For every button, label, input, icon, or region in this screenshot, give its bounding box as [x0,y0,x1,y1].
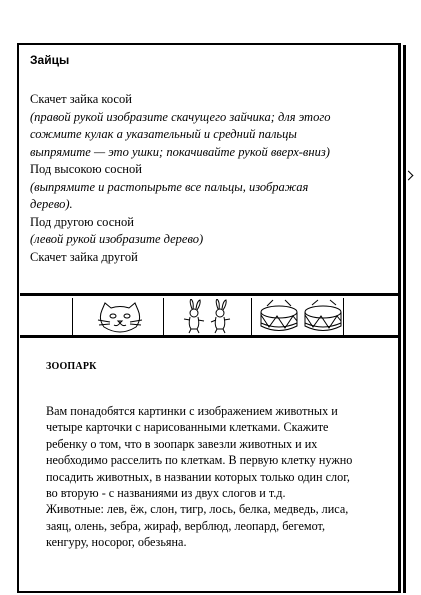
picture-strip [20,298,401,338]
strip-divider [163,298,164,335]
zoopark-line: Животные: лев, ёж, слон, тигр, лось, белка, медведь, лиса, [46,502,349,517]
strip-divider [72,298,73,335]
zaitsy-title: Зайцы [30,53,70,67]
poem-line: Под высокою сосной [30,162,142,176]
zoopark-title: ЗООПАРК [46,361,97,372]
zoopark-line: заяц, олень, зебра, жираф, верблюд, леопард, бегемот, [46,518,325,533]
zoopark-line: посадить животных, в названии которых только один слог, [46,469,350,484]
drum-icon [257,299,301,335]
poem-note: (выпрямите и растопырьте все пальцы, изображая [30,179,309,194]
zaitsy-poem [30,91,390,266]
zoopark-line: ребенку о том, что в зоопарк завезли животных и их [46,436,318,451]
poem-note: сожмите кулак а указательный и средний пальцы [30,127,297,141]
zoopark-text [46,403,398,551]
drum-icon [300,299,346,335]
zoopark-line: четыре карточки с нарисованными клетками. Скажите [46,420,329,435]
zoopark-line: во вторую - с названиями из двух слогов и т.д. [46,486,286,501]
two-bunnies-icon [178,299,238,335]
zoopark-line: кенгуру, носорог, обезьяна. [46,535,187,550]
poem-note: (правой рукой изобразите скачущего зайчика; для этого [30,109,331,124]
poem-line: Под другою сосной [30,214,134,229]
poem-note: выпрямите — это ушки; покачивайте рукой вверх-вниз) [30,144,330,159]
poem-line: Скачет зайка косой [30,92,132,106]
zoopark-card [20,341,401,591]
poem-note: дерево). [30,197,73,211]
strip-divider [251,298,252,335]
poem-line: Скачет зайка другой [30,249,138,264]
poem-note: (левой рукой изобразите дерево) [30,232,204,246]
frame-shadow [403,45,406,593]
cat-face-icon [96,301,144,334]
zoopark-line: необходимо расселить по клеткам. В первую клетку нужно [46,453,353,468]
zoopark-line: Вам понадобятся картинки с изображением животных и [46,404,338,418]
zaitsy-card [20,47,401,296]
